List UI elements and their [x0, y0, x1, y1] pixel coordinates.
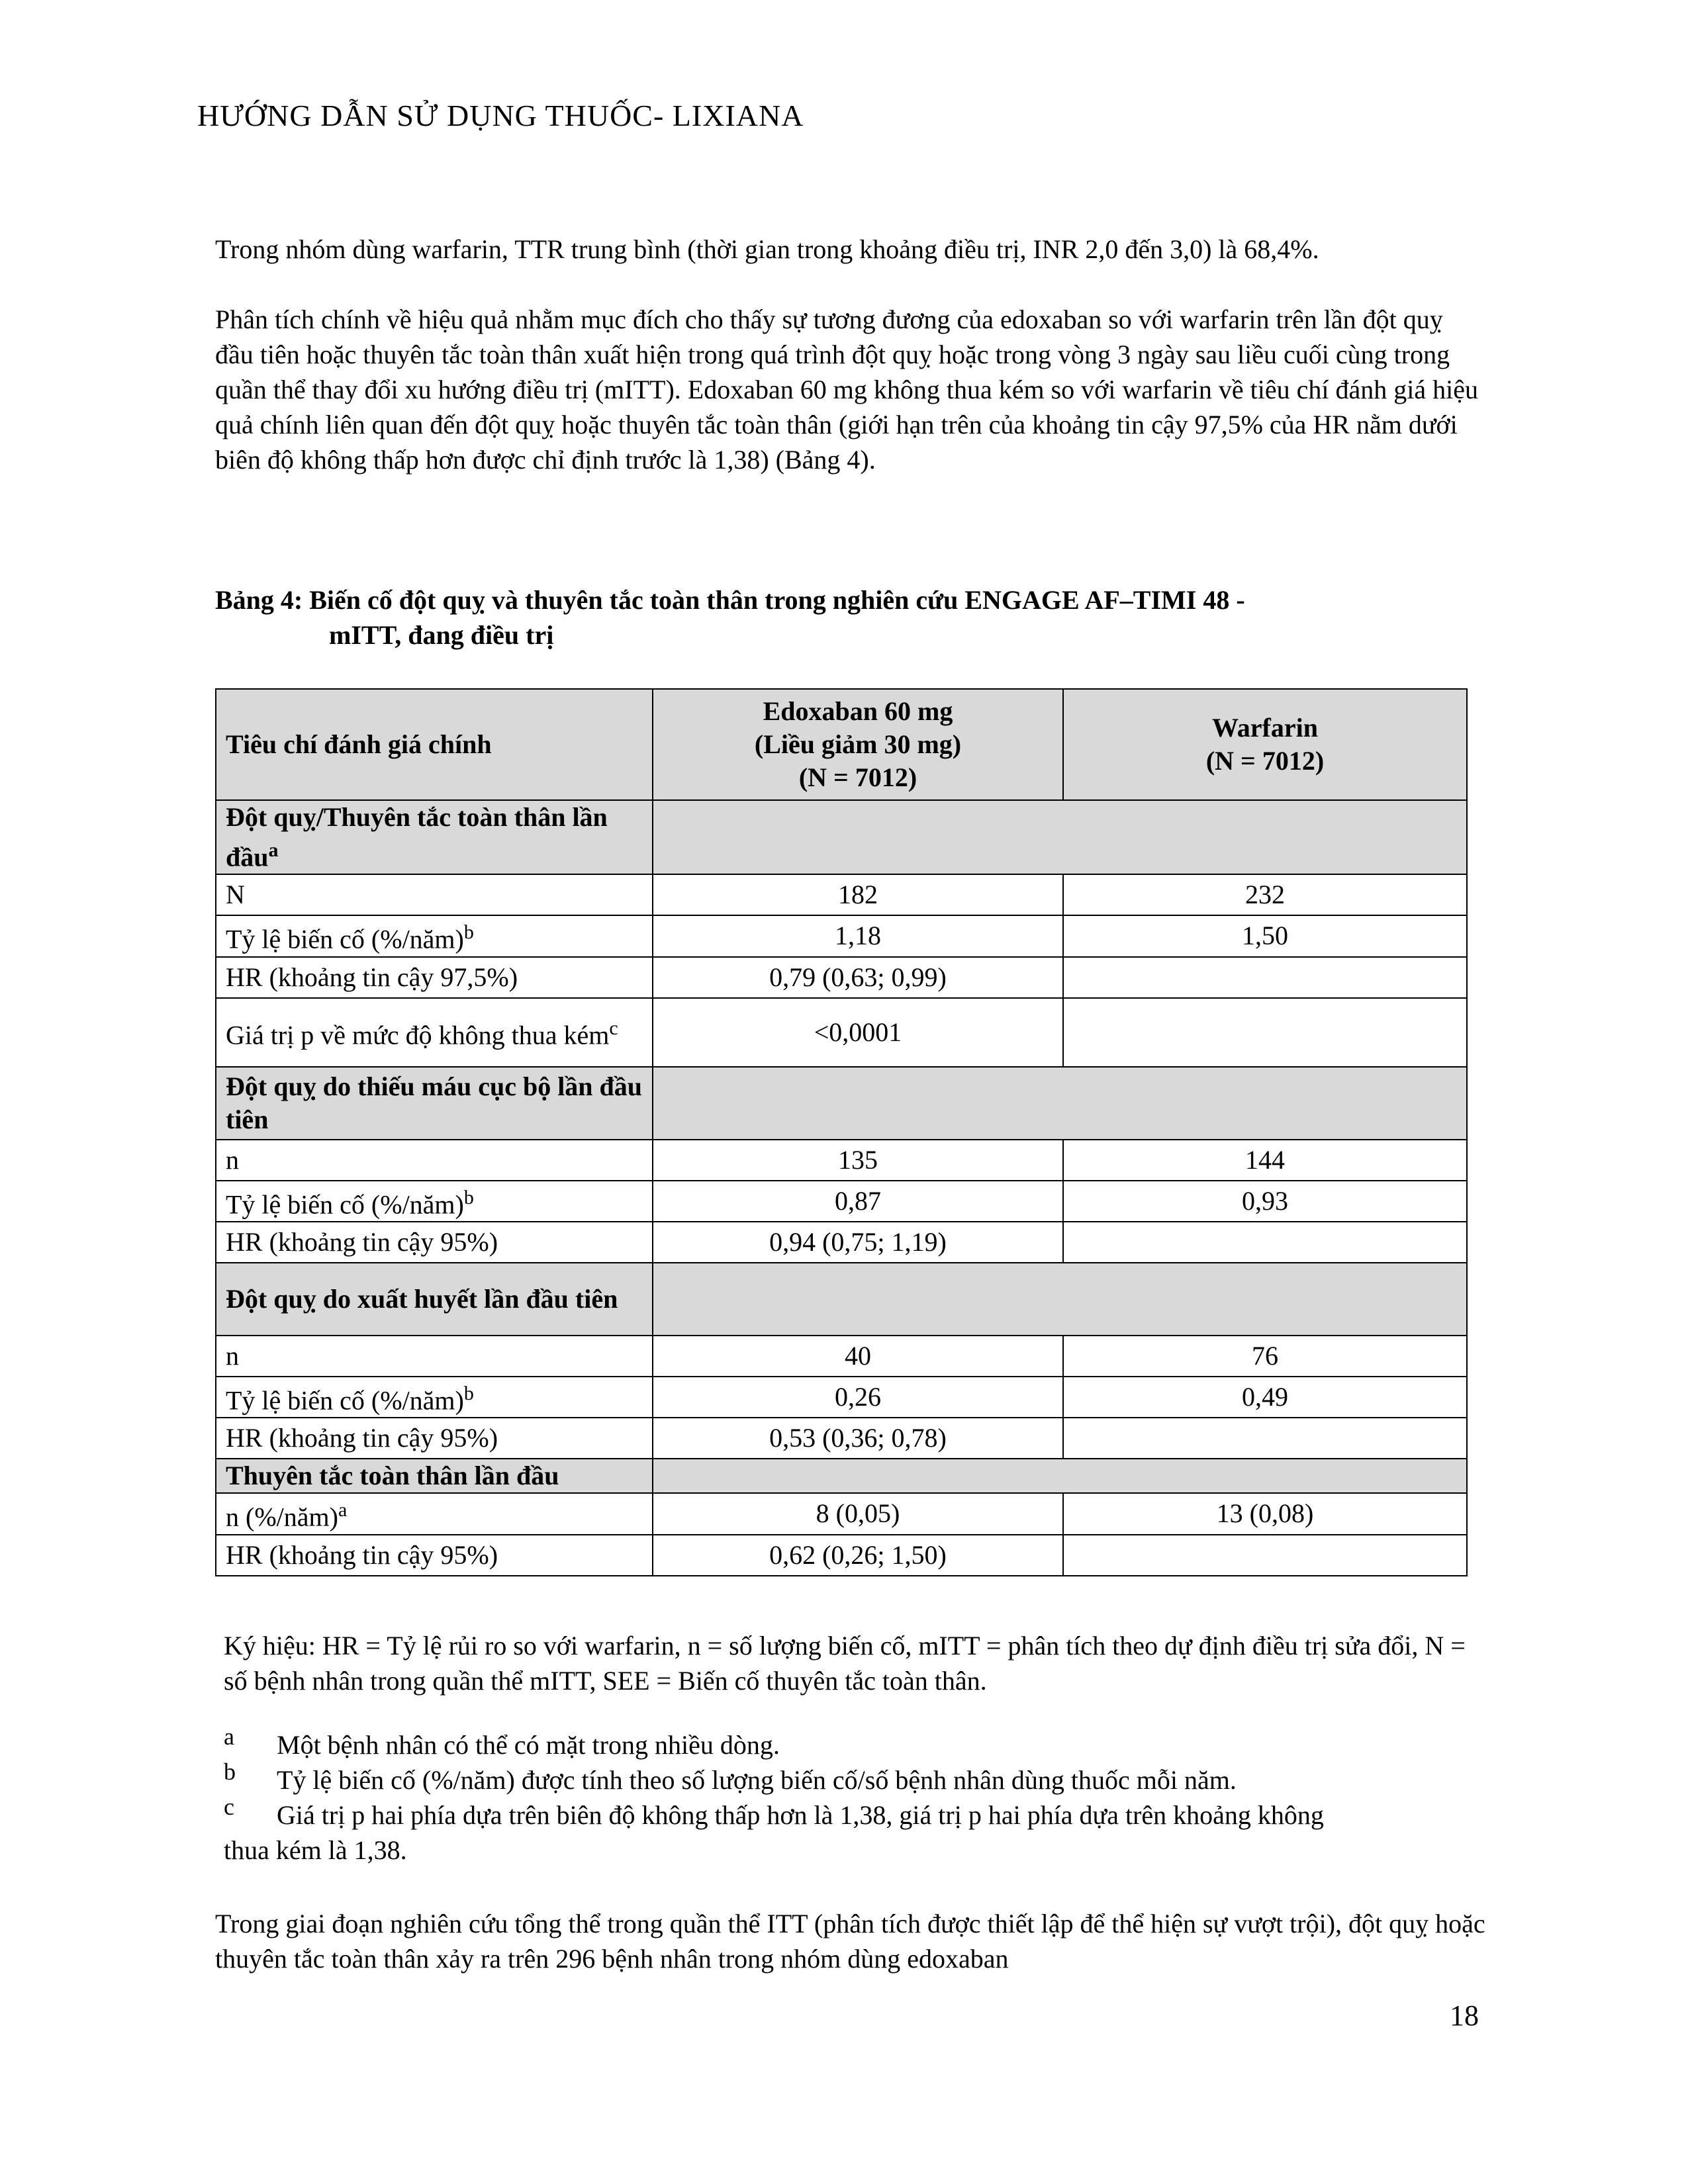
cell-warfarin — [1063, 1535, 1467, 1576]
table-row — [216, 1377, 1467, 1418]
cell-warfarin: 1,50 — [1063, 915, 1467, 956]
table-row — [216, 1222, 1467, 1263]
cell-edoxaban: 0,53 (0,36; 0,78) — [653, 1418, 1063, 1459]
cell-edoxaban: 0,26 — [653, 1377, 1063, 1418]
section-title: Đột quỵ do thiếu máu cục bộ lần đầu tiên — [216, 1067, 653, 1140]
header-warfarin-line1: Warfarin — [1212, 713, 1318, 743]
header-warfarin — [1063, 689, 1467, 800]
cell-warfarin: 232 — [1063, 874, 1467, 915]
table-row — [216, 1140, 1467, 1181]
table-row — [216, 1336, 1467, 1377]
paragraph-itt: Trong giai đoạn nghiên cứu tổng thể trong quần thể ITT (phân tích được thiết lập để thể hiện sự vượt trội), đột quỵ hoặc thuyên tắc toàn thân xảy ra trên 296 bệnh nhân trong nhóm dùng edoxaban — [215, 1909, 1485, 1974]
section-fill — [653, 800, 1467, 874]
footnote-text-continued: thua kém là 1,38. — [224, 1835, 407, 1865]
cell-edoxaban: 8 (0,05) — [653, 1493, 1063, 1534]
cell-edoxaban: 135 — [653, 1140, 1063, 1181]
cell-edoxaban: 40 — [653, 1336, 1063, 1377]
footnote-c — [224, 1794, 1481, 1868]
paragraph-ttr: Trong nhóm dùng warfarin, TTR trung bình (thời gian trong khoảng điều trị, INR 2,0 đến 3,0) là 68,4%. — [215, 234, 1319, 264]
document-header: HƯỚNG DẪN SỬ DỤNG THUỐC- LIXIANA — [197, 99, 804, 132]
section-row — [216, 1263, 1467, 1336]
table-row — [216, 1418, 1467, 1459]
table-caption-line2: mITT, đang điều trị — [329, 620, 554, 650]
header-warfarin-line2: (N = 7012) — [1205, 746, 1325, 776]
section-row — [216, 800, 1467, 874]
header-edoxaban — [653, 689, 1063, 800]
table-row — [216, 1181, 1467, 1222]
row-label: HR (khoảng tin cậy 97,5%) — [216, 957, 653, 998]
cell-warfarin: 0,49 — [1063, 1377, 1467, 1418]
cell-warfarin — [1063, 957, 1467, 998]
table-row — [216, 998, 1467, 1067]
footnote-b — [224, 1758, 1481, 1797]
cell-edoxaban: <0,0001 — [653, 998, 1063, 1067]
table-row — [216, 957, 1467, 998]
row-label: n (%/năm)$^a$ — [216, 1493, 653, 1534]
row-label: HR (khoảng tin cậy 95%) — [216, 1418, 653, 1459]
footnote-marker: b — [224, 1758, 236, 1785]
table-header-row — [216, 689, 1467, 800]
cell-edoxaban: 0,94 (0,75; 1,19) — [653, 1222, 1063, 1263]
table-legend: Ký hiệu: HR = Tỷ lệ rủi ro so với warfarin, n = số lượng biến cố, mITT = phân tích theo dự định điều trị sửa đổi, N = số bệnh nhân trong quần thể mITT, SEE = Biến cố thuyên tắc toàn thân. — [224, 1631, 1466, 1696]
table-caption — [215, 582, 1473, 653]
stroke-events-table — [215, 688, 1468, 1576]
cell-warfarin: 0,93 — [1063, 1181, 1467, 1222]
row-label: n — [216, 1336, 653, 1377]
footnote-text: Tỷ lệ biến cố (%/năm) được tính theo số lượng biến cố/số bệnh nhân dùng thuốc mỗi năm. — [277, 1765, 1237, 1795]
section-row — [216, 1067, 1467, 1140]
row-label: HR (khoảng tin cậy 95%) — [216, 1535, 653, 1576]
header-edoxaban-line1: Edoxaban 60 mg — [763, 696, 953, 726]
table-row — [216, 1493, 1467, 1534]
cell-edoxaban: 0,87 — [653, 1181, 1063, 1222]
row-label: Giá trị p về mức độ không thua kém$^c$ — [216, 998, 653, 1067]
cell-warfarin: 144 — [1063, 1140, 1467, 1181]
cell-edoxaban: 0,79 (0,63; 0,99) — [653, 957, 1063, 998]
header-edoxaban-line3: (N = 7012) — [798, 762, 917, 792]
table-row — [216, 915, 1467, 956]
footnote-marker: a — [224, 1723, 234, 1750]
footnote-text: Giá trị p hai phía dựa trên biên độ không thấp hơn là 1,38, giá trị p hai phía dựa trên khoảng không — [277, 1800, 1324, 1830]
row-label: n — [216, 1140, 653, 1181]
footnote-text: Một bệnh nhân có thể có mặt trong nhiều dòng. — [277, 1730, 780, 1760]
section-title: Thuyên tắc toàn thân lần đầu — [216, 1459, 653, 1493]
cell-warfarin — [1063, 1418, 1467, 1459]
table-row — [216, 874, 1467, 915]
cell-warfarin — [1063, 998, 1467, 1067]
footnote-a — [224, 1723, 1481, 1762]
section-fill — [653, 1067, 1467, 1140]
row-label: Tỷ lệ biến cố (%/năm)$^b$ — [216, 915, 653, 956]
cell-edoxaban: 1,18 — [653, 915, 1063, 956]
row-label: Tỷ lệ biến cố (%/năm)$^b$ — [216, 1181, 653, 1222]
cell-warfarin — [1063, 1222, 1467, 1263]
cell-warfarin: 76 — [1063, 1336, 1467, 1377]
row-label: Tỷ lệ biến cố (%/năm)$^b$ — [216, 1377, 653, 1418]
section-title: Đột quỵ do xuất huyết lần đầu tiên — [216, 1263, 653, 1336]
table-caption-line1: Bảng 4: Biến cố đột quỵ và thuyên tắc toàn thân trong nghiên cứu ENGAGE AF–TIMI 48 - — [215, 585, 1245, 615]
cell-warfarin: 13 (0,08) — [1063, 1493, 1467, 1534]
table-row — [216, 1535, 1467, 1576]
section-fill — [653, 1263, 1467, 1336]
cell-edoxaban: 182 — [653, 874, 1063, 915]
row-label: HR (khoảng tin cậy 95%) — [216, 1222, 653, 1263]
cell-edoxaban: 0,62 (0,26; 1,50) — [653, 1535, 1063, 1576]
section-fill — [653, 1459, 1467, 1493]
section-title: Đột quỵ/Thuyên tắc toàn thân lần đầu$^a$ — [216, 800, 653, 874]
footnote-marker: c — [224, 1794, 234, 1820]
section-row — [216, 1459, 1467, 1493]
page-number: 18 — [1450, 1999, 1479, 2032]
header-criteria: Tiêu chí đánh giá chính — [216, 689, 653, 800]
paragraph-primary-analysis: Phân tích chính về hiệu quả nhằm mục đích cho thấy sự tương đương của edoxaban so với warfarin trên lần đột quỵ đầu tiên hoặc thuyên tắc toàn thân xuất hiện trong quá trình đột quỵ hoặc trong vòng 3 ngày sau liều cuối cùng trong quần thể thay đổi xu hướng điều trị (mITT). Edoxaban 60 mg không thua kém so với warfarin về tiêu chí đánh giá hiệu quả chính liên quan đến đột quỵ hoặc thuyên tắc toàn thân (giới hạn trên của khoảng tin cậy 97,5% của HR nằm dưới biên độ không thấp hơn được chỉ định trước là 1,38) (Bảng 4). — [215, 304, 1478, 475]
row-label: N — [216, 874, 653, 915]
header-edoxaban-line2: (Liều giảm 30 mg) — [754, 729, 962, 759]
